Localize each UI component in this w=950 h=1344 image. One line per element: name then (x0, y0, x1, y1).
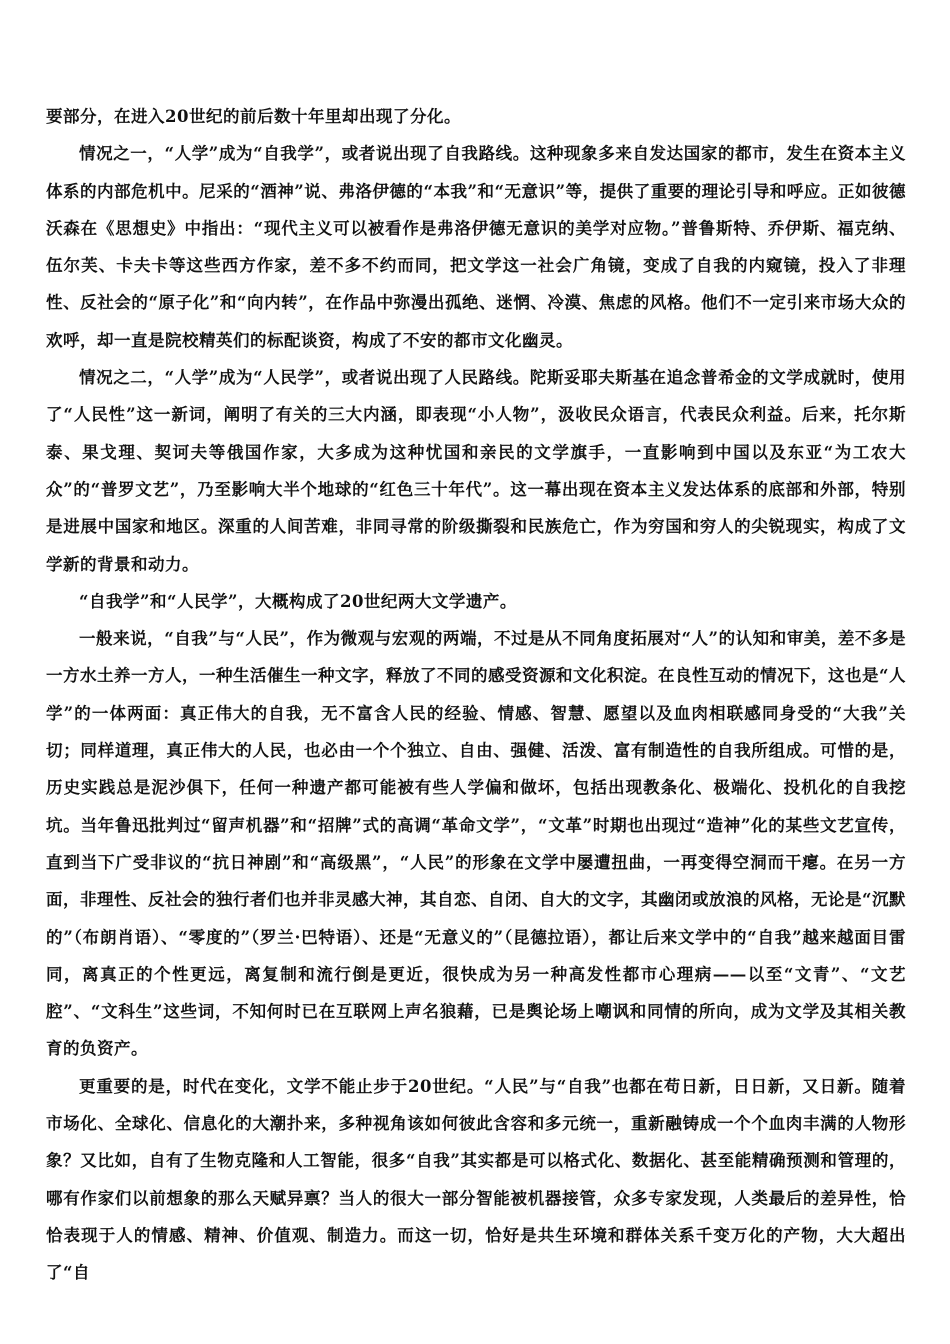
paragraph-two-legacies: “自我学”和“人民学”，大概构成了20世纪两大文学遗产。 (79, 591, 517, 611)
article-body (46, 98, 906, 1292)
paragraph-self-route: 情况之一，“人学”成为“自我学”，或者说出现了自我路线。这种现象多来自发达国家的都市，发生在资本主义体系的内部危机中。尼采的“酒神”说、弗洛伊德的“本我”和“无意识”等，提供了重要的理论引导和呼应。正如彼德沃森在《思想史》中指出：“现代主义可以被看作是弗洛伊德无意识的美学对应物。”普鲁斯特、乔伊斯、福克纳、伍尔芙、卡夫卡等这些西方作家，差不多不约而同，把文学这一社会广角镜，变成了自我的内窥镜，投入了非理性、反社会的“原子化”和“向内转”，在作品中弥漫出孤绝、迷惘、冷漠、焦虑的风格。他们不一定引来市场大众的欢呼，却一直是院校精英们的标配谈资，构成了不安的都市文化幽灵。 (46, 144, 906, 350)
paragraph-people-route: 情况之二，“人学”成为“人民学”，或者说出现了人民路线。陀斯妥耶夫斯基在追念普希金的文学成就时，使用了“人民性”这一新词，阐明了有关的三大内涵，即表现“小人物”，汲收民众语言，代表民众利益。后来，托尔斯泰、果戈理、契诃夫等俄国作家，大多成为这种忧国和亲民的文学旗手，一直影响到中国以及东亚“为工农大众”的“普罗文艺”，乃至影响大半个地球的“红色三十年代”。这一幕出现在资本主义发达体系的底部和外部，特别是进展中国家和地区。深重的人间苦难，非同寻常的阶级撕裂和民族危亡，作为穷国和穷人的尖锐现实，构成了文学新的背景和动力。 (46, 368, 906, 574)
paragraph-continuation: 要部分，在进入20世纪的前后数十年里却出现了分化。 (46, 107, 461, 126)
paragraph-changing-times: 更重要的是，时代在变化，文学不能止步于20世纪。“人民”与“自我”也都在苟日新，日日新，又日新。随着市场化、全球化、信息化的大潮扑来，多种视角该如何彼此含容和多元统一，重新融铸成一个个血肉丰满的人物形象？又比如，自有了生物克隆和人工智能，很多“自我”其实都是可以格式化、数据化、甚至能精确预测和管理的，哪有作家们以前想象的那么天赋异禀？当人的很大一部分智能被机器接管，众多专家发现，人类最后的差异性，恰恰表现于人的情感、精神、价值观、制造力。而这一切，恰好是共生环境和群体关系千变万化的产物，大大超出了“自 (46, 1076, 906, 1283)
paragraph-self-and-people: 一般来说，“自我”与“人民”，作为微观与宏观的两端，不过是从不同角度拓展对“人”的认知和审美，差不多是一方水土养一方人，一种生活催生一种文字，释放了不同的感受资源和文化积淀。在良性互动的情况下，这也是“人学”的一体两面：真正伟大的自我，无不富含人民的经验、情感、智慧、愿望以及血肉相联感同身受的“大我”关切；同样道理，真正伟大的人民，也必由一个个独立、自由、强健、活泼、富有制造性的自我所组成。可惜的是，历史实践总是泥沙俱下，任何一种遗产都可能被有些人学偏和做坏，包括出现教条化、极端化、投机化的自我挖坑。当年鲁迅批判过“留声机器”和“招牌”式的高调“革命文学”，“文革”时期也出现过“造神”化的某些文艺宣传，直到当下广受非议的“抗日神剧”和“高级黑”，“人民”的形象在文学中屡遭扭曲，一再变得空洞而干瘪。在另一方面，非理性、反社会的独行者们也并非灵感大神，其自恋、自闭、自大的文字，其幽闭或放浪的风格，无论是“沉默的”（布朗肖语）、“零度的”（罗兰·巴特语）、还是“无意义的”（昆德拉语），都让后来文学中的“自我”越来越面目雷同，离真正的个性更远，离复制和流行倒是更近，很快成为另一种高发性都市心理病——以至“文青”、“文艺腔”、“文科生”这些词，不知何时已在互联网上声名狼藉，已是舆论场上嘲讽和同情的所向，成为文学及其相关教育的负资产。 (46, 629, 906, 1059)
